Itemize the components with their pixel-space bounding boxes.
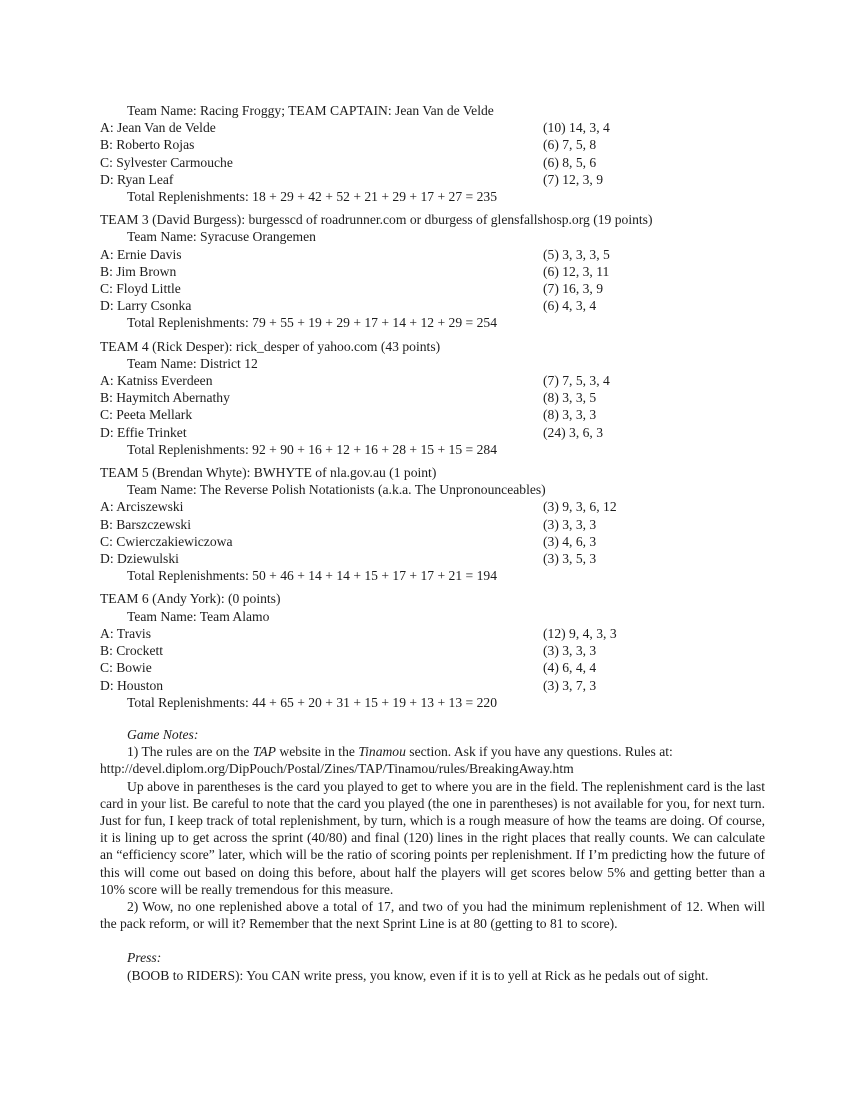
rider-label: C: Bowie bbox=[100, 660, 152, 676]
rider-cards: (6) 4, 3, 4 bbox=[543, 298, 597, 314]
rider-row bbox=[100, 389, 765, 406]
rider-row bbox=[100, 171, 765, 188]
team-name-line: Team Name: The Reverse Polish Notationists (a.k.a. The Unpronounceables) bbox=[127, 482, 546, 498]
rider-cards: (7) 16, 3, 9 bbox=[543, 281, 604, 297]
total-replenishments: Total Replenishments: 92 + 90 + 16 + 12 + 16 + 28 + 15 + 15 = 284 bbox=[127, 441, 497, 457]
game-note-1 bbox=[100, 743, 765, 760]
rider-cards: (10) 14, 3, 4 bbox=[543, 120, 610, 136]
team-block bbox=[100, 338, 765, 458]
rider-row bbox=[100, 550, 765, 567]
rider-cards: (24) 3, 6, 3 bbox=[543, 424, 604, 440]
rider-cards: (3) 4, 6, 3 bbox=[543, 533, 597, 549]
team-header: TEAM 5 (Brendan Whyte): BWHYTE of nla.gov.au (1 point) bbox=[100, 465, 437, 481]
page-content bbox=[100, 102, 765, 984]
rider-row bbox=[100, 625, 765, 642]
rider-row bbox=[100, 642, 765, 659]
team-name-line: Team Name: Racing Froggy; TEAM CAPTAIN: Jean Van de Velde bbox=[127, 103, 494, 118]
rules-url: http://devel.diplom.org/DipPouch/Postal/Zines/TAP/Tinamou/rules/BreakingAway.htm bbox=[100, 761, 574, 777]
rider-row bbox=[100, 372, 765, 389]
rider-row bbox=[100, 424, 765, 441]
rider-cards: (7) 7, 5, 3, 4 bbox=[543, 373, 610, 389]
team-header: TEAM 4 (Rick Desper): rick_desper of yahoo.com (43 points) bbox=[100, 338, 441, 354]
team-name-line: Team Name: District 12 bbox=[127, 355, 258, 371]
rider-label: C: Peeta Mellark bbox=[100, 407, 193, 423]
game-notes-section bbox=[100, 726, 765, 932]
rider-cards: (12) 9, 4, 3, 3 bbox=[543, 625, 617, 641]
rider-row bbox=[100, 119, 765, 136]
rider-cards: (4) 6, 4, 4 bbox=[543, 660, 597, 676]
note1-text: section. Ask if you have any questions. Rules at: bbox=[405, 744, 673, 760]
rider-cards: (3) 9, 3, 6, 12 bbox=[543, 499, 617, 515]
total-replenishments: Total Replenishments: 18 + 29 + 42 + 52 + 21 + 29 + 17 + 27 = 235 bbox=[127, 189, 497, 205]
total-replenishments: Total Replenishments: 79 + 55 + 19 + 29 + 17 + 14 + 12 + 29 = 254 bbox=[127, 315, 497, 331]
rider-row bbox=[100, 280, 765, 297]
rider-row bbox=[100, 263, 765, 280]
rider-label: B: Haymitch Abernathy bbox=[100, 390, 230, 406]
team-block bbox=[100, 102, 765, 205]
press-heading: Press: bbox=[127, 950, 162, 966]
team-block bbox=[100, 464, 765, 584]
total-replenishments: Total Replenishments: 50 + 46 + 14 + 14 + 15 + 17 + 17 + 21 = 194 bbox=[127, 568, 497, 584]
rider-label: D: Effie Trinket bbox=[100, 424, 187, 440]
team-header: TEAM 3 (David Burgess): burgesscd of roadrunner.com or dburgess of glensfallshosp.org (19 points) bbox=[100, 212, 653, 228]
rider-label: B: Roberto Rojas bbox=[100, 137, 195, 153]
total-replenishments: Total Replenishments: 44 + 65 + 20 + 31 + 15 + 19 + 13 + 13 = 220 bbox=[127, 694, 497, 710]
game-note-2: 2) Wow, no one replenished above a total of 17, and two of you had the minimum replenishment of 12. When will the pack reform, or will it? Remember that the next Sprint Line is at 80 (getting to 81 to score). bbox=[100, 898, 765, 932]
note1-text: 1) The rules are on the bbox=[127, 744, 253, 760]
rider-cards: (3) 3, 7, 3 bbox=[543, 677, 597, 693]
team-name-line: Team Name: Team Alamo bbox=[127, 608, 270, 624]
rider-label: A: Ernie Davis bbox=[100, 246, 182, 262]
rider-label: B: Jim Brown bbox=[100, 263, 177, 279]
rider-label: D: Dziewulski bbox=[100, 551, 179, 567]
rider-cards: (7) 12, 3, 9 bbox=[543, 171, 604, 187]
rider-row bbox=[100, 406, 765, 423]
rider-label: A: Travis bbox=[100, 625, 151, 641]
rider-label: C: Cwierczakiewiczowa bbox=[100, 533, 233, 549]
rider-cards: (3) 3, 5, 3 bbox=[543, 551, 597, 567]
rider-row bbox=[100, 677, 765, 694]
rider-cards: (3) 3, 3, 3 bbox=[543, 516, 597, 532]
rider-label: C: Sylvester Carmouche bbox=[100, 154, 233, 170]
rider-label: C: Floyd Little bbox=[100, 281, 181, 297]
rider-cards: (6) 12, 3, 11 bbox=[543, 263, 610, 279]
tinamou-section-name: Tinamou bbox=[358, 744, 406, 760]
rider-row bbox=[100, 533, 765, 550]
press-paragraph: (BOOB to RIDERS): You CAN write press, you know, even if it is to yell at Rick as he pedals out of sight. bbox=[127, 967, 709, 983]
rider-label: B: Barszczewski bbox=[100, 516, 191, 532]
rider-label: D: Houston bbox=[100, 677, 164, 693]
rider-row bbox=[100, 516, 765, 533]
rider-cards: (6) 7, 5, 8 bbox=[543, 137, 597, 153]
note1-text: website in the bbox=[276, 744, 359, 760]
game-notes-heading: Game Notes: bbox=[127, 726, 199, 742]
rider-cards: (8) 3, 3, 3 bbox=[543, 407, 597, 423]
team-header: TEAM 6 (Andy York): (0 points) bbox=[100, 591, 281, 607]
team-block bbox=[100, 590, 765, 710]
rider-label: B: Crockett bbox=[100, 643, 164, 659]
rider-cards: (5) 3, 3, 3, 5 bbox=[543, 246, 610, 262]
rider-row bbox=[100, 154, 765, 171]
rider-row bbox=[100, 498, 765, 515]
press-section bbox=[100, 949, 765, 983]
rider-row bbox=[100, 297, 765, 314]
rider-row bbox=[100, 659, 765, 676]
rider-label: D: Ryan Leaf bbox=[100, 171, 174, 187]
team-block bbox=[100, 211, 765, 331]
rider-row bbox=[100, 246, 765, 263]
rider-label: D: Larry Csonka bbox=[100, 298, 192, 314]
team-name-line: Team Name: Syracuse Orangemen bbox=[127, 229, 316, 245]
rider-label: A: Arciszewski bbox=[100, 499, 184, 515]
rider-label: A: Katniss Everdeen bbox=[100, 373, 213, 389]
tap-zine-name: TAP bbox=[252, 744, 276, 760]
rider-cards: (8) 3, 3, 5 bbox=[543, 390, 597, 406]
rider-cards: (6) 8, 5, 6 bbox=[543, 154, 597, 170]
rider-row bbox=[100, 136, 765, 153]
replenishment-paragraph: Up above in parentheses is the card you played to get to where you are in the field. The replenishment card is the last card in your list. Be careful to note that the card you played (the one in parentheses) is not available for you, for next turn. Just for fun, I keep track of total replenishment, by turn, which is a rough measure of how the teams are doing. Of course, it is lining up to get across the sprint (40/80) and final (120) lines in the right places that really counts. We can calculate an “efficiency score” later, which will be the ratio of scoring points per replenishment. If I’m predicting how the future of this will come out based on doing this before, about half the players will get scores below 5% and getting better than a 10% score will be really tremendous for this measure. bbox=[100, 778, 765, 897]
rider-cards: (3) 3, 3, 3 bbox=[543, 643, 597, 659]
rider-label: A: Jean Van de Velde bbox=[100, 120, 216, 136]
